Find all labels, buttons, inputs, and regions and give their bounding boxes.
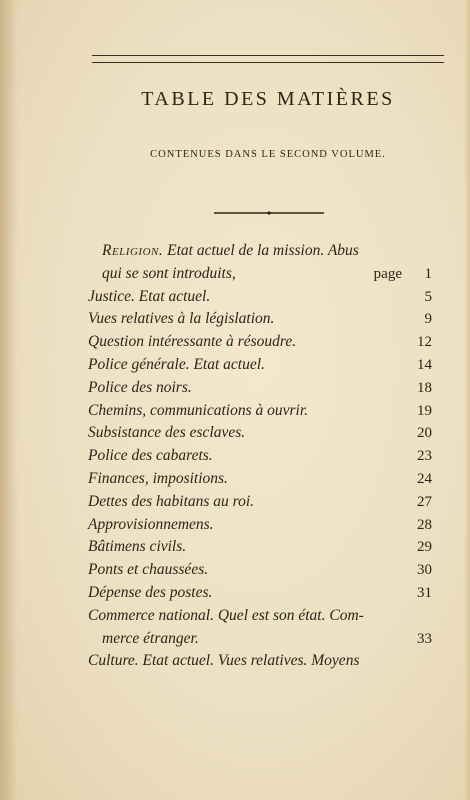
toc-entry-text: Justice. Etat actuel.	[88, 287, 211, 305]
toc-entry-text: Approvisionnemens.	[88, 515, 214, 533]
toc-entry-text: Vues relatives à la législation.	[88, 310, 275, 328]
toc-entry	[88, 422, 460, 445]
toc-entry-text: Dettes des habitans au roi.	[88, 492, 255, 510]
header-rule-lower	[92, 62, 444, 63]
toc-entry	[88, 445, 460, 468]
toc-entry	[88, 286, 460, 309]
page-spine-shadow	[0, 0, 18, 800]
toc-entry-text: Dépense des postes.	[88, 583, 213, 601]
toc-entry-text: Commerce national. Quel est son état. Com-	[88, 606, 364, 624]
toc-entry	[88, 354, 460, 377]
toc-page-number: 24	[417, 470, 432, 487]
toc-entry-text: Bâtimens civils.	[88, 538, 187, 556]
toc-entry-text: qui se sont introduits,	[102, 264, 236, 282]
toc-page-number: 29	[417, 539, 432, 556]
toc-entry	[88, 536, 460, 559]
toc-entry	[88, 559, 460, 582]
toc-entry	[88, 400, 460, 423]
toc-entry-text: Etat actuel de la mission. Abus	[163, 242, 359, 259]
toc-entry	[88, 331, 460, 354]
toc-page-number: 19	[417, 402, 432, 419]
toc-entry-text: Police générale. Etat actuel.	[88, 355, 265, 373]
toc-page-number: 9	[424, 311, 432, 328]
toc-page-number: 31	[417, 584, 432, 601]
toc-page-number: 14	[417, 356, 432, 373]
table-of-contents	[88, 240, 460, 673]
toc-page-number: 20	[417, 425, 432, 442]
toc-entry	[88, 514, 460, 537]
page-word: page	[373, 265, 402, 282]
header-rule-upper	[92, 55, 444, 56]
toc-entry-text: Ponts et chaussées.	[88, 561, 209, 579]
toc-entry-text: Chemins, communications à ouvrir.	[88, 401, 309, 419]
toc-entry	[88, 605, 460, 628]
toc-page-number: 1	[424, 265, 432, 282]
toc-page-number: 5	[424, 288, 432, 305]
toc-page-number: 18	[417, 379, 432, 396]
toc-entry	[88, 468, 460, 491]
toc-page-number: 33	[417, 630, 432, 647]
page-edge-shadow	[464, 0, 470, 800]
page-subtitle: CONTENUES DANS LE SECOND VOLUME.	[150, 149, 386, 160]
toc-entry-text: Police des noirs.	[88, 378, 192, 396]
toc-entry-text: Police des cabarets.	[88, 447, 213, 465]
ornament-rule	[214, 210, 324, 216]
toc-entry	[88, 240, 460, 263]
toc-page-number: 30	[417, 562, 432, 579]
toc-page-number: 28	[417, 516, 432, 533]
toc-entry-lead: Religion.	[102, 242, 164, 259]
toc-entry-text: Culture. Etat actuel. Vues relatives. Moyens	[88, 652, 360, 670]
toc-entry	[88, 263, 460, 286]
toc-entry	[88, 377, 460, 400]
page-title: TABLE DES MATIÈRES	[141, 88, 395, 110]
toc-entry	[88, 491, 460, 514]
toc-entry	[88, 582, 460, 605]
toc-entry-text: Subsistance des esclaves.	[88, 424, 246, 442]
toc-entry	[88, 650, 460, 673]
toc-entry-text: Finances, impositions.	[88, 469, 228, 487]
toc-entry	[88, 628, 460, 651]
toc-page-number: 23	[417, 448, 432, 465]
toc-entry-text: merce étranger.	[102, 629, 199, 647]
toc-entry	[88, 308, 460, 331]
toc-page-number: 12	[417, 334, 432, 351]
toc-entry-text: Question intéressante à résoudre.	[88, 333, 297, 351]
toc-page-number: 27	[417, 493, 432, 510]
